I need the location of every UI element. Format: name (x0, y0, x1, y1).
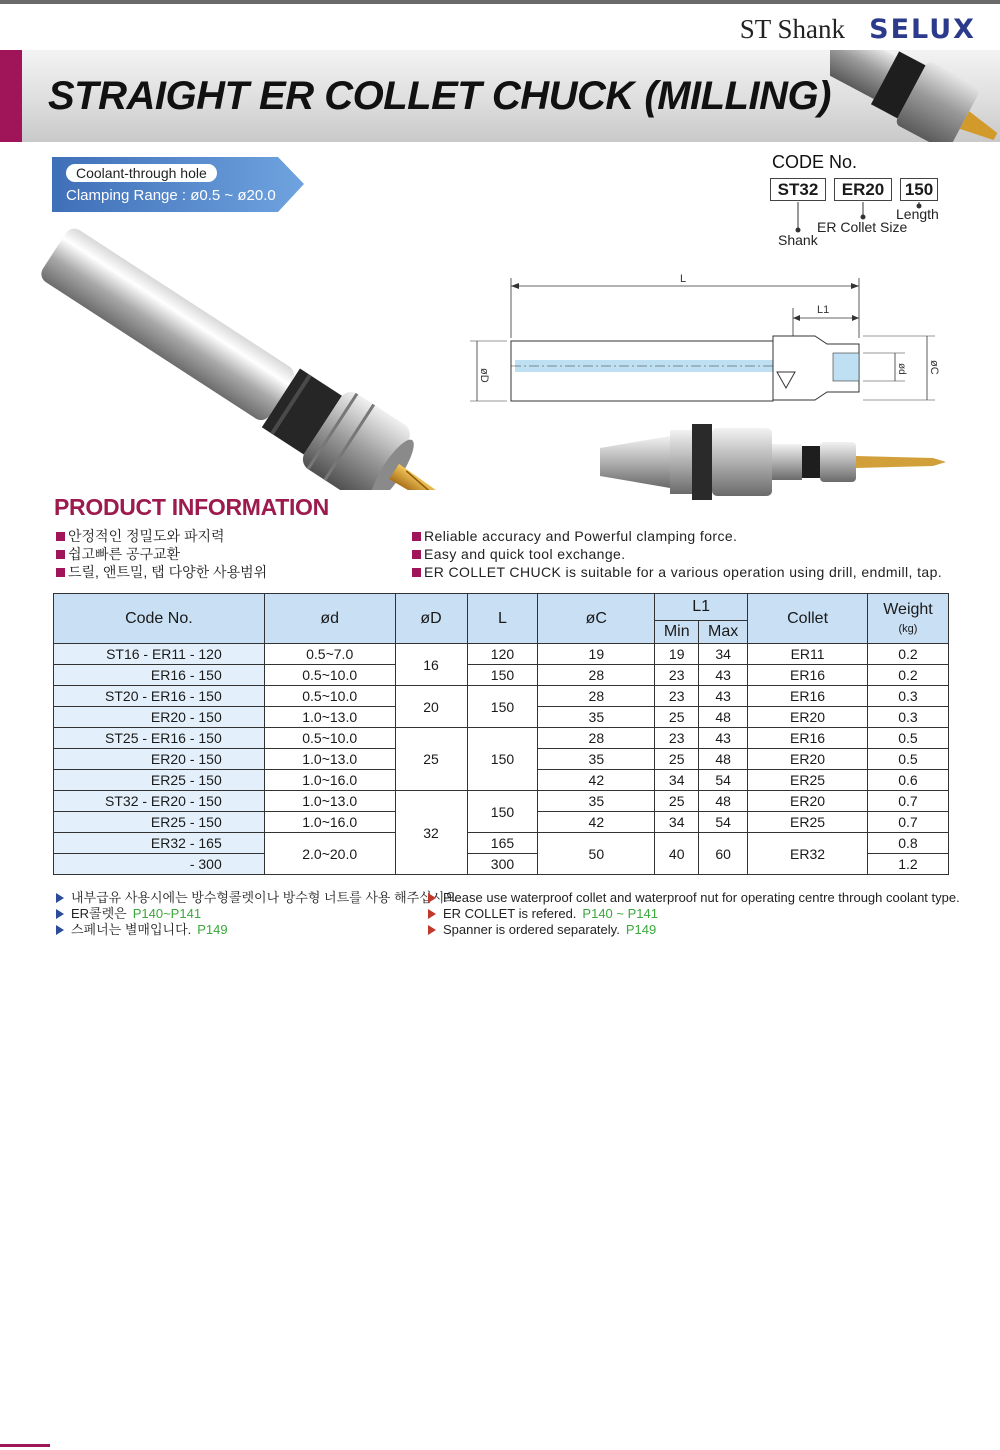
dim-C-label: øC (928, 360, 940, 375)
bullet-square-icon (56, 568, 65, 577)
bullet-square-icon (412, 550, 421, 559)
brand-logo: SELUX (869, 14, 976, 45)
table-row: ER32 - 165 2.0~20.0 165 50 40 60 ER32 0.8 (54, 833, 949, 854)
notes-en (428, 890, 960, 938)
col-header-code: Code No. (54, 594, 265, 644)
coolant-label: Coolant-through hole (66, 164, 217, 182)
table-row: ER20 - 150 1.0~13.0 35 25 48 ER20 0.5 (54, 749, 949, 770)
page-reference: P149 (625, 922, 657, 937)
triangle-bullet-icon (428, 893, 436, 903)
dim-L-label: L (680, 273, 687, 285)
page-reference: P140~P141 (132, 906, 202, 921)
technical-drawing (455, 268, 955, 418)
page-reference: P149 (197, 922, 228, 937)
title-tool-image (830, 50, 1000, 142)
table-row: ER20 - 150 1.0~13.0 35 25 48 ER20 0.3 (54, 707, 949, 728)
table-row: - 300 300 1.2 (54, 854, 949, 875)
note-item: Please use waterproof collet and waterproof nut for operating centre through coolant type. (428, 890, 960, 906)
clamping-range: Clamping Range : ø0.5 ~ ø20.0 (66, 187, 276, 204)
title-band (0, 50, 1000, 142)
top-bar (0, 0, 1000, 50)
table-row: ER25 - 150 1.0~16.0 42 34 54 ER25 0.6 (54, 770, 949, 791)
list-item: ER COLLET CHUCK is suitable for a various operation using drill, endmill, tap. (412, 563, 942, 581)
list-item: Reliable accuracy and Powerful clamping force. (412, 527, 942, 545)
note-item: 스페너는 별매입니다. P149 (56, 922, 460, 938)
code-label-shank: Shank (778, 232, 818, 248)
table-row: ST25 - ER16 - 150 0.5~10.0 25 150 28 23 43 ER16 0.5 (54, 728, 949, 749)
code-part-collet: ER20 (834, 178, 892, 201)
dim-L1-label: L1 (817, 304, 830, 316)
table-row: ER16 - 150 0.5~10.0 150 28 23 43 ER16 0.2 (54, 665, 949, 686)
code-no-title: CODE No. (772, 152, 858, 172)
triangle-bullet-icon (56, 893, 64, 903)
product-info-en-list (412, 527, 942, 581)
col-header-C: øC (538, 594, 655, 644)
triangle-bullet-icon (428, 909, 436, 919)
product-info-title: PRODUCT INFORMATION (54, 494, 329, 520)
list-item: 드릴, 앤트밀, 탭 다양한 사용범위 (56, 563, 267, 581)
note-item: ER COLLET is refered. P140 ~ P141 (428, 906, 960, 922)
table-row: ST32 - ER20 - 150 1.0~13.0 32 150 35 25 48 ER20 0.7 (54, 791, 949, 812)
bullet-square-icon (412, 532, 421, 541)
product-info-ko-list (56, 527, 267, 581)
list-item: 안정적인 정밀도와 파지력 (56, 527, 267, 545)
bullet-square-icon (56, 550, 65, 559)
list-item: Easy and quick tool exchange. (412, 545, 942, 563)
col-header-L: L (467, 594, 538, 644)
code-label-length: Length (896, 206, 939, 222)
col-header-D: øD (395, 594, 467, 644)
triangle-bullet-icon (56, 925, 64, 935)
bullet-square-icon (56, 532, 65, 541)
col-header-collet: Collet (748, 594, 868, 644)
triangle-bullet-icon (56, 909, 64, 919)
spec-table (53, 593, 949, 875)
dim-d-label: ød (896, 363, 907, 375)
assembly-photo (598, 420, 948, 505)
category-label: ST Shank (739, 14, 845, 44)
table-row: ER25 - 150 1.0~16.0 42 34 54 ER25 0.7 (54, 812, 949, 833)
page-title: STRAIGHT ER COLLET CHUCK (MILLING) (48, 74, 831, 118)
dim-D-label: øD (478, 368, 490, 383)
table-row: ST16 - ER11 - 120 0.5~7.0 16 120 19 19 34 ER11 0.2 (54, 644, 949, 665)
note-item: Spanner is ordered separately. P149 (428, 922, 960, 938)
col-header-d: ød (264, 594, 395, 644)
triangle-bullet-icon (428, 925, 436, 935)
list-item: 쉽고빠른 공구교환 (56, 545, 267, 563)
col-header-max: Max (699, 621, 748, 644)
notes-ko (56, 890, 460, 938)
col-header-weight: Weight (kg) (867, 594, 948, 644)
page-reference: P140 ~ P141 (582, 906, 658, 921)
bullet-square-icon (412, 568, 421, 577)
table-row: ST20 - ER16 - 150 0.5~10.0 20 150 28 23 43 ER16 0.3 (54, 686, 949, 707)
code-part-length: 150 (900, 178, 938, 201)
note-item: 내부급유 사용시에는 방수형콜렛이나 방수형 너트를 사용 해주십시오. (56, 890, 460, 906)
note-item: ER콜렛은 P140~P141 (56, 906, 460, 922)
col-header-L1: L1 (655, 594, 748, 621)
code-label-collet: ER Collet Size (817, 219, 908, 235)
code-part-shank: ST32 (770, 178, 826, 201)
accent-bar (0, 50, 22, 142)
feature-badge (52, 157, 304, 212)
col-header-min: Min (655, 621, 699, 644)
bottom-accent-line (0, 1444, 50, 1447)
